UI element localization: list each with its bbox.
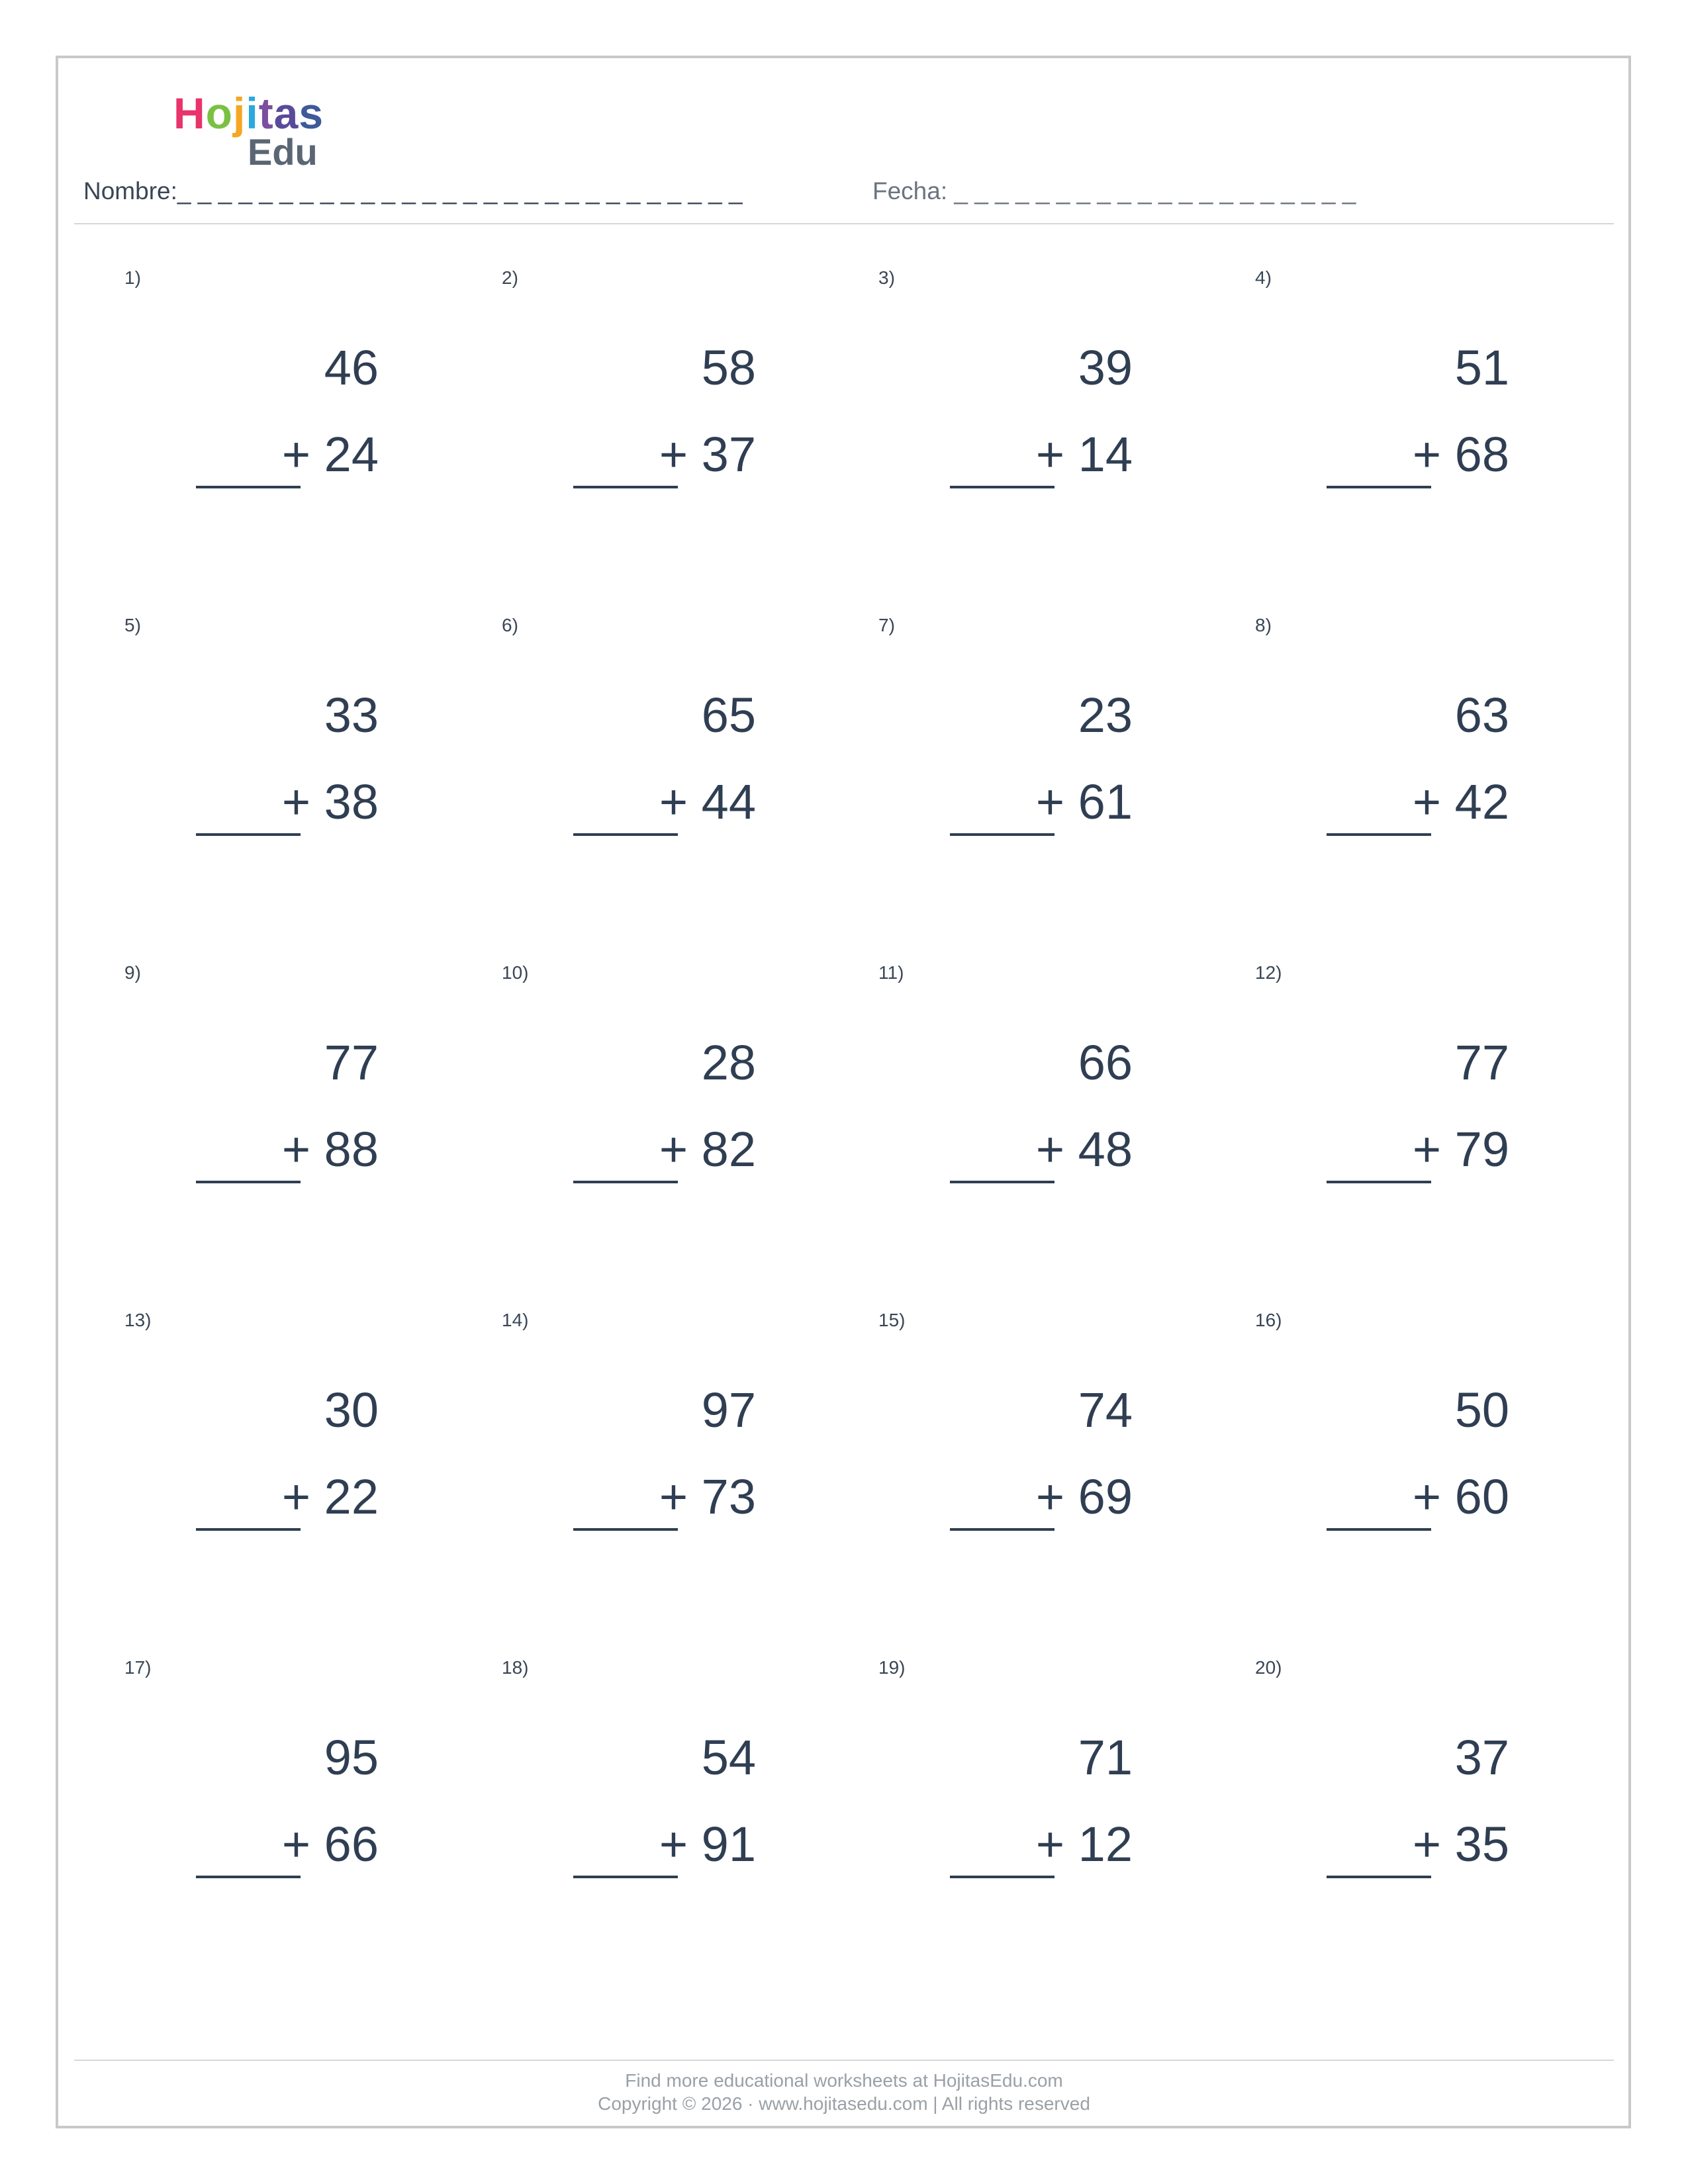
answer-line <box>950 833 1055 836</box>
problem-bottom-addend: + 79 <box>1412 1122 1509 1177</box>
problem-bottom-addend: + 91 <box>659 1817 756 1872</box>
addition-problem <box>502 267 878 615</box>
nombre-field <box>83 177 743 205</box>
addition-problem <box>502 962 878 1310</box>
problem-top-addend: 65 <box>701 688 756 743</box>
problem-number: 16) <box>1255 1310 1282 1330</box>
problem-top-addend: 28 <box>701 1035 756 1090</box>
problem-top-addend: 66 <box>1078 1035 1133 1090</box>
problem-number: 3) <box>878 267 895 288</box>
nombre-label: Nombre: <box>83 177 177 205</box>
footer-promo: Find more educational worksheets at HojitasEdu.com <box>625 2070 1063 2091</box>
problem-number: 12) <box>1255 962 1282 983</box>
logo-letter: H <box>173 89 206 138</box>
answer-line <box>1327 486 1431 488</box>
problem-number: 15) <box>878 1310 906 1330</box>
answer-line <box>1327 1181 1431 1183</box>
logo-subtitle: Edu <box>248 131 318 173</box>
problem-number: 11) <box>878 962 904 983</box>
answer-line <box>950 1876 1055 1878</box>
header-divider <box>74 223 1614 224</box>
problem-number: 2) <box>502 267 518 288</box>
answer-line <box>573 1528 678 1531</box>
problem-top-addend: 33 <box>324 688 379 743</box>
answer-line <box>1327 1876 1431 1878</box>
answer-line <box>950 1181 1055 1183</box>
problem-bottom-addend: + 35 <box>1412 1817 1509 1872</box>
problem-number: 13) <box>124 1310 152 1330</box>
answer-line <box>1327 833 1431 836</box>
answer-line <box>573 1876 678 1878</box>
problem-number: 20) <box>1255 1657 1282 1678</box>
addition-problem <box>878 962 1254 1310</box>
fecha-blank: _ _ _ _ _ _ _ _ _ _ _ _ _ _ _ _ _ _ _ _ <box>954 177 1356 205</box>
footer-copyright: Copyright © 2026 · www.hojitasedu.com | All rights reserved <box>598 2093 1090 2114</box>
addition-problem <box>878 1657 1254 2005</box>
addition-problem <box>878 1310 1254 1657</box>
answer-line <box>196 1876 301 1878</box>
hojitas-edu-logo <box>173 89 324 173</box>
problem-bottom-addend: + 48 <box>1035 1122 1133 1177</box>
problem-top-addend: 77 <box>1454 1035 1509 1090</box>
problem-number: 7) <box>878 615 895 635</box>
problem-bottom-addend: + 44 <box>659 774 756 829</box>
addition-problem <box>124 267 500 615</box>
problem-number: 19) <box>878 1657 906 1678</box>
answer-line <box>950 1528 1055 1531</box>
problem-bottom-addend: + 38 <box>281 774 379 829</box>
problem-top-addend: 97 <box>701 1383 756 1437</box>
problem-top-addend: 30 <box>324 1383 379 1437</box>
problem-bottom-addend: + 24 <box>281 427 379 482</box>
problem-top-addend: 74 <box>1078 1383 1133 1437</box>
problem-top-addend: 63 <box>1454 688 1509 743</box>
problem-top-addend: 46 <box>324 340 379 395</box>
answer-line <box>950 486 1055 488</box>
answer-line <box>1327 1528 1431 1531</box>
answer-line <box>573 1181 678 1183</box>
logo-letter: j <box>233 89 246 138</box>
addition-problem <box>124 1310 500 1657</box>
problem-top-addend: 39 <box>1078 340 1133 395</box>
problem-bottom-addend: + 88 <box>281 1122 379 1177</box>
problem-number: 18) <box>502 1657 529 1678</box>
problem-top-addend: 54 <box>701 1730 756 1785</box>
addition-problem <box>1255 1657 1631 2005</box>
problem-number: 9) <box>124 962 141 983</box>
addition-problem <box>1255 267 1631 615</box>
problem-bottom-addend: + 37 <box>659 427 756 482</box>
problem-top-addend: 50 <box>1454 1383 1509 1437</box>
fecha-label: Fecha: <box>872 177 948 205</box>
problem-bottom-addend: + 73 <box>659 1469 756 1524</box>
logo-letter: o <box>205 89 233 138</box>
problem-top-addend: 51 <box>1454 340 1509 395</box>
problem-bottom-addend: + 42 <box>1412 774 1509 829</box>
problem-bottom-addend: + 22 <box>281 1469 379 1524</box>
addition-problem <box>878 267 1254 615</box>
problem-top-addend: 71 <box>1078 1730 1133 1785</box>
nombre-blank: _ _ _ _ _ _ _ _ _ _ _ _ _ _ _ _ _ _ _ _ _ _ _ _ _ _ _ _ <box>177 177 743 205</box>
addition-problem <box>1255 615 1631 962</box>
addition-problem <box>124 962 500 1310</box>
problem-top-addend: 37 <box>1454 1730 1509 1785</box>
logo-wordmark <box>173 90 324 136</box>
problem-number: 5) <box>124 615 141 635</box>
problem-bottom-addend: + 82 <box>659 1122 756 1177</box>
addition-problem <box>502 1310 878 1657</box>
addition-problem <box>502 615 878 962</box>
problem-top-addend: 58 <box>701 340 756 395</box>
problem-top-addend: 23 <box>1078 688 1133 743</box>
problem-bottom-addend: + 60 <box>1412 1469 1509 1524</box>
addition-problem <box>878 615 1254 962</box>
addition-problem <box>124 1657 500 2005</box>
addition-problem <box>124 615 500 962</box>
problem-bottom-addend: + 69 <box>1035 1469 1133 1524</box>
logo-letter: s <box>299 89 324 138</box>
problem-number: 6) <box>502 615 518 635</box>
addition-problem <box>1255 1310 1631 1657</box>
problem-number: 14) <box>502 1310 529 1330</box>
problem-number: 10) <box>502 962 529 983</box>
addition-problem <box>1255 962 1631 1310</box>
answer-line <box>196 1181 301 1183</box>
problem-top-addend: 95 <box>324 1730 379 1785</box>
problem-number: 8) <box>1255 615 1272 635</box>
problem-number: 4) <box>1255 267 1272 288</box>
addition-problem <box>502 1657 878 2005</box>
logo-letter: t <box>258 89 274 138</box>
answer-line <box>196 1528 301 1531</box>
problem-top-addend: 77 <box>324 1035 379 1090</box>
footer-divider <box>74 2060 1614 2061</box>
answer-line <box>573 486 678 488</box>
answer-line <box>196 486 301 488</box>
fecha-field <box>872 177 1356 205</box>
problem-bottom-addend: + 14 <box>1035 427 1133 482</box>
answer-line <box>196 833 301 836</box>
problem-bottom-addend: + 68 <box>1412 427 1509 482</box>
problem-number: 17) <box>124 1657 152 1678</box>
logo-letter: i <box>246 89 259 138</box>
problem-bottom-addend: + 66 <box>281 1817 379 1872</box>
answer-line <box>573 833 678 836</box>
problem-bottom-addend: + 12 <box>1035 1817 1133 1872</box>
logo-letter: a <box>273 89 299 138</box>
problem-number: 1) <box>124 267 141 288</box>
problem-bottom-addend: + 61 <box>1035 774 1133 829</box>
